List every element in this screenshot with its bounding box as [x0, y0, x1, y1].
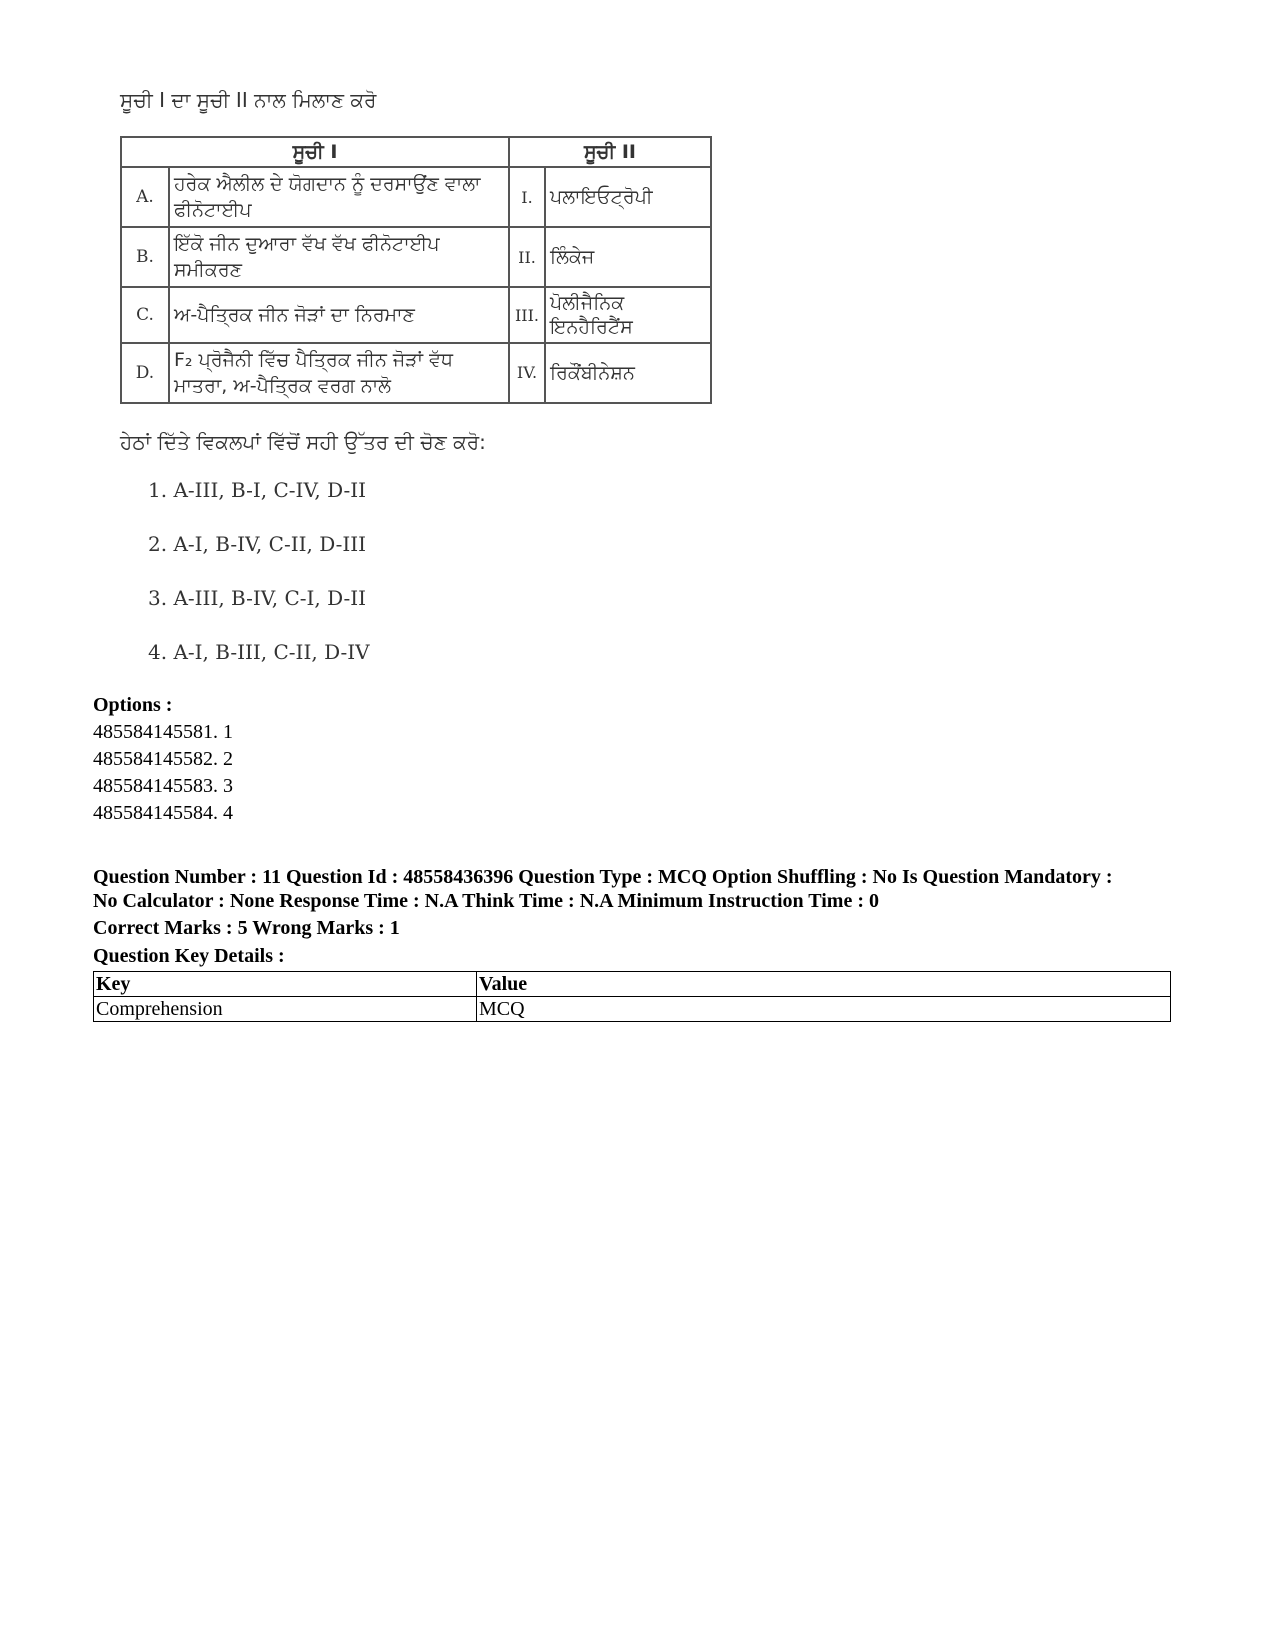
answer-choice: 4. A-I, B-III, C-II, D-IV: [148, 640, 370, 664]
match-table-header: [121, 137, 711, 167]
key-column-header: Key: [94, 972, 477, 997]
list-2-item: ਲਿੰਕੇਜ: [545, 227, 711, 287]
choose-prompt: ਹੇਠਾਂ ਦਿੱਤੇ ਵਿਕਲਪਾਂ ਵਿੱਚੋਂ ਸਹੀ ਉੱਤਰ ਦੀ ਚੋਣ ਕਰੋ:: [120, 430, 486, 454]
list-2-header: ਸੂਚੀ II: [509, 137, 711, 167]
list-2-item: ਰਿਕੌਂਬੀਨੇਸ਼ਨ: [545, 343, 711, 403]
options-list: [93, 719, 233, 827]
option-item: 485584145581. 1: [93, 721, 233, 743]
row-label: IV.: [509, 343, 545, 403]
option-item: 485584145583. 3: [93, 775, 233, 797]
row-label: D.: [121, 343, 169, 403]
key-cell: Comprehension: [94, 997, 477, 1022]
match-row-d: [121, 343, 711, 403]
answer-choice: 1. A-III, B-I, C-IV, D-II: [148, 478, 367, 502]
answer-choice: 2. A-I, B-IV, C-II, D-III: [148, 532, 367, 556]
list-1-item: ਅ-ਪੈਤ੍ਰਿਕ ਜੀਨ ਜੋੜਾਂ ਦਾ ਨਿਰਮਾਣ: [169, 287, 509, 343]
row-label: I.: [509, 167, 545, 227]
list-2-item: ਪੋਲੀਜੈਨਿਕ ਇਨਹੈਰਿਟੈਂਸ: [545, 287, 711, 343]
match-row-c: [121, 287, 711, 343]
match-row-b: [121, 227, 711, 287]
row-label: B.: [121, 227, 169, 287]
row-label: A.: [121, 167, 169, 227]
question-meta-line: No Calculator : None Response Time : N.A Think Time : N.A Minimum Instruction Time : 0: [93, 890, 879, 912]
list-2-item: ਪਲਾਇਓਟ੍ਰੋਪੀ: [545, 167, 711, 227]
list-1-item: ਇੱਕੋ ਜੀਨ ਦੁਆਰਾ ਵੱਖ ਵੱਖ ਫੀਨੋਟਾਈਪ ਸਮੀਕਰਣ: [169, 227, 509, 287]
key-table-header: [94, 972, 1171, 997]
option-item: 485584145582. 2: [93, 748, 233, 770]
row-label: II.: [509, 227, 545, 287]
match-table: [120, 136, 712, 404]
key-details-table: [93, 971, 1171, 1022]
list-1-item: ਹਰੇਕ ਐਲੀਲ ਦੇ ਯੋਗਦਾਨ ਨੂੰ ਦਰਸਾਉਂਣ ਵਾਲਾ ਫੀਨੋਟਾਈਪ: [169, 167, 509, 227]
list-1-header: ਸੂਚੀ I: [121, 137, 509, 167]
row-label: C.: [121, 287, 169, 343]
value-cell: MCQ: [477, 997, 1171, 1022]
match-row-a: [121, 167, 711, 227]
question-image: [110, 78, 710, 678]
row-label: III.: [509, 287, 545, 343]
list-1-item: F₂ ਪ੍ਰੋਜੈਨੀ ਵਿੱਚ ਪੈਤ੍ਰਿਕ ਜੀਨ ਜੋੜਾਂ ਵੱਧ ਮਾਤਰਾ, ਅ-ਪੈਤ੍ਰਿਕ ਵਰਗ ਨਾਲੋ: [169, 343, 509, 403]
answer-choices: [148, 478, 370, 694]
marks-line: Correct Marks : 5 Wrong Marks : 1: [93, 917, 400, 939]
table-row: [94, 997, 1171, 1022]
option-item: 485584145584. 4: [93, 802, 233, 824]
question-meta: [93, 865, 1193, 913]
match-instruction: ਸੂਚੀ I ਦਾ ਸੂਚੀ II ਨਾਲ ਮਿਲਾਣ ਕਰੋ: [120, 88, 377, 112]
value-column-header: Value: [477, 972, 1171, 997]
options-heading: Options :: [93, 694, 173, 716]
key-details-heading: Question Key Details :: [93, 945, 285, 967]
question-meta-line: Question Number : 11 Question Id : 48558436396 Question Type : MCQ Option Shuffling : No Is Question Mandatory :: [93, 866, 1113, 888]
answer-choice: 3. A-III, B-IV, C-I, D-II: [148, 586, 367, 610]
